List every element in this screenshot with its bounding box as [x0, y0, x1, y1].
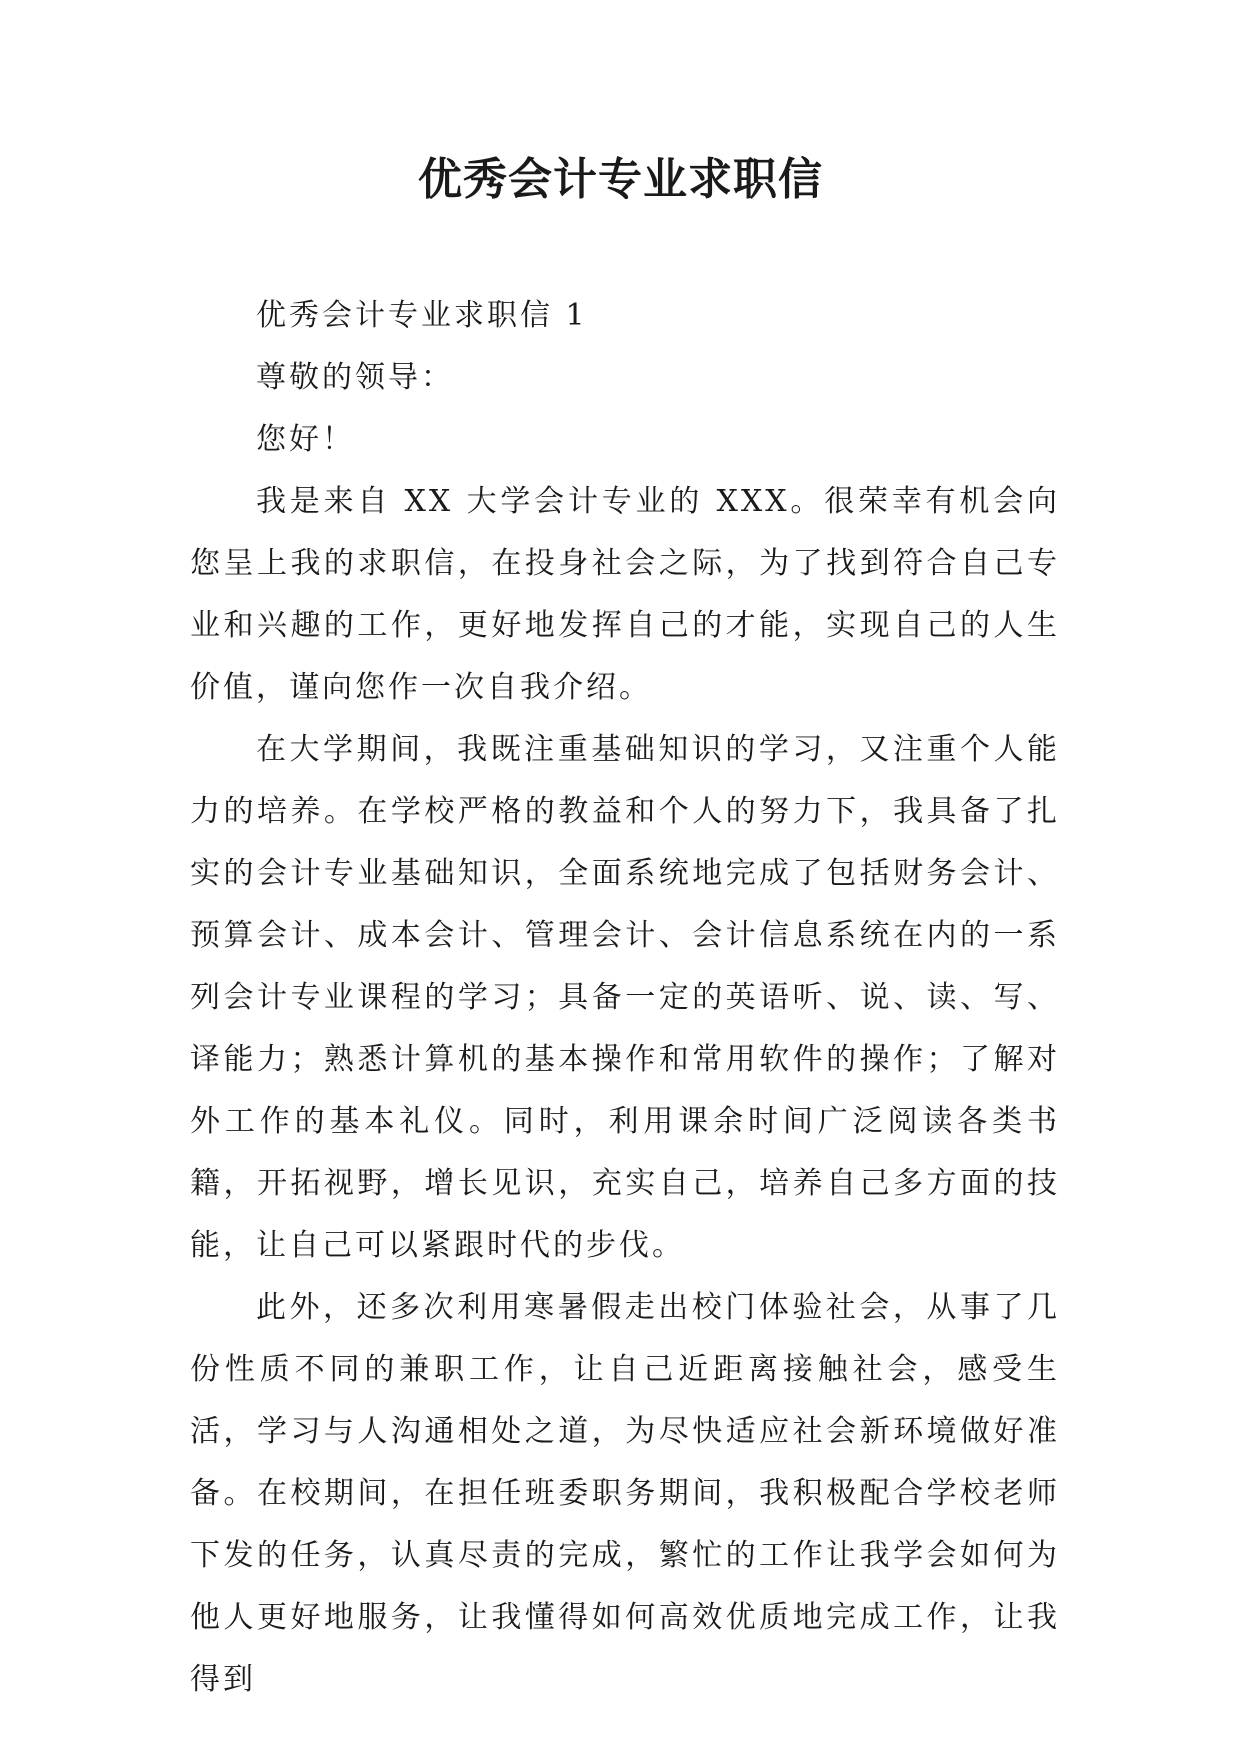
paragraph-experience: 此外，还多次利用寒暑假走出校门体验社会，从事了几份性质不同的兼职工作，让自己近距离接触社会，感受生活，学习与人沟通相处之道，为尽快适应社会新环境做好准备。在校期间，在担任班委职务期间，我积极配合学校老师下发的任务，认真尽责的完成，繁忙的工作让我学会如何为他人更好地服务，让我懂得如何高效优质地完成工作，让我得到	[190, 1290, 1060, 1697]
document-title: 优秀会计专业求职信	[418, 154, 823, 205]
document-body	[190, 285, 1060, 1711]
paragraph-salutation: 尊敬的领导：	[256, 360, 454, 395]
paragraph-greeting: 您好！	[256, 422, 355, 457]
paragraph-introduction: 我是来自 XX 大学会计专业的 XXX。很荣幸有机会向您呈上我的求职信，在投身社会之际，为了找到符合自己专业和兴趣的工作，更好地发挥自己的才能，实现自己的人生价值，谨向您作一次自我介绍。	[190, 484, 1060, 705]
paragraph-heading: 优秀会计专业求职信 1	[256, 298, 588, 333]
paragraph-education: 在大学期间，我既注重基础知识的学习，又注重个人能力的培养。在学校严格的教益和个人的努力下，我具备了扎实的会计专业基础知识，全面系统地完成了包括财务会计、预算会计、成本会计、管理会计、会计信息系统在内的一系列会计专业课程的学习；具备一定的英语听、说、读、写、译能力；熟悉计算机的基本操作和常用软件的操作；了解对外工作的基本礼仪。同时，利用课余时间广泛阅读各类书籍，开拓视野，增长见识，充实自己，培养自己多方面的技能，让自己可以紧跟时代的步伐。	[190, 732, 1060, 1263]
